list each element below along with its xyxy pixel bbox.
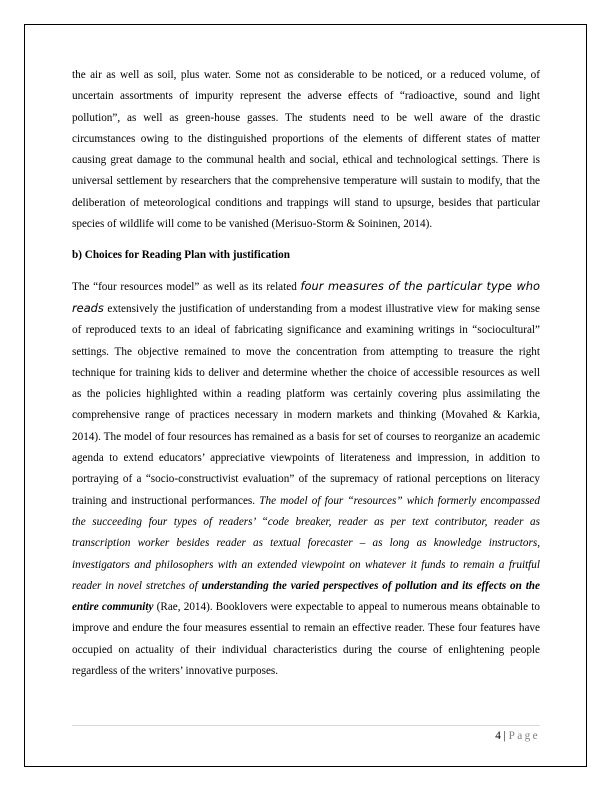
paragraph-text: The “four resources model” as well as its related — [72, 280, 301, 293]
page-label: Page — [508, 730, 540, 742]
footer-divider — [72, 725, 540, 726]
bold-italic-phrase: understanding the varied perspectives of pollution and its effects on the entire community — [72, 579, 540, 614]
paragraph-text: extensively the justification of understanding from a modest illustrative view for making sense of reproduced texts to an ideal of fabricating significance and examining writings in “sociocultural” settings. The objective remained to move the concentration from attempting to treasure the right technique for training kids to deliver and determine whether the choice of accessible resources as well as the policies highlighted within a reading platform was certainly covering plus assimilating the comprehensive range of practices necessary in modern markets and thinking (Movahed & Karkia, 2014). The model of four resources has remained as a basis for set of courses to reorganize an academic agenda to extend educators’ appreciative viewpoints of literateness and impression, in addition to portraying of a “socio-constructivist evaluation” of the supremacy of rational perceptions on literacy training and instructional performances. — [72, 302, 540, 507]
italic-quotation: The model of four “resources” which formerly encompassed the succeeding four types of readers’ “code breaker, reader as per text contributor, reader as transcription worker besides reader as textual forecaster – as long as knowledge instructors, investigators and philosophers with an extended viewpoint on whatever it funds to remain a fruitful reader in novel stretches of — [72, 494, 540, 592]
paragraph-four-resources-model — [72, 276, 540, 683]
page-footer — [495, 730, 540, 742]
emphasized-phrase: four measures of the particular type who reads — [72, 278, 540, 315]
section-heading: b) Choices for Reading Plan with justification — [72, 249, 290, 262]
document-body — [72, 65, 540, 682]
footer-separator: | — [503, 730, 506, 742]
page-number: 4 — [495, 730, 501, 742]
paragraph-pollution-effects: the air as well as soil, plus water. Some not as considerable to be noticed, or a reduced volume, of uncertain assortments of impurity represent the adverse effects of “radioactive, sound and light pollution”, as well as green-house gasses. The students need to be well aware of the drastic circumstances owing to the distinguished proportions of the elements of different states of matter causing great damage to the communal health and social, ethical and technological settings. There is universal settlement by researchers that the comprehensive temperature will sustain to modify, that the deliberation of meteorological conditions and trappings will stand to upsurge, besides that particular species of wildlife will come to be vanished (Merisuo-Storm & Soininen, 2014). — [72, 69, 540, 231]
paragraph-text: (Rae, 2014). Booklovers were expectable to appeal to numerous means obtainable to improve and endure the four measures essential to remain an effective reader. These four features have occupied on actuality of their individual characteristics during the course of enlightening people regardless of the writers’ innovative purposes. — [72, 601, 541, 678]
